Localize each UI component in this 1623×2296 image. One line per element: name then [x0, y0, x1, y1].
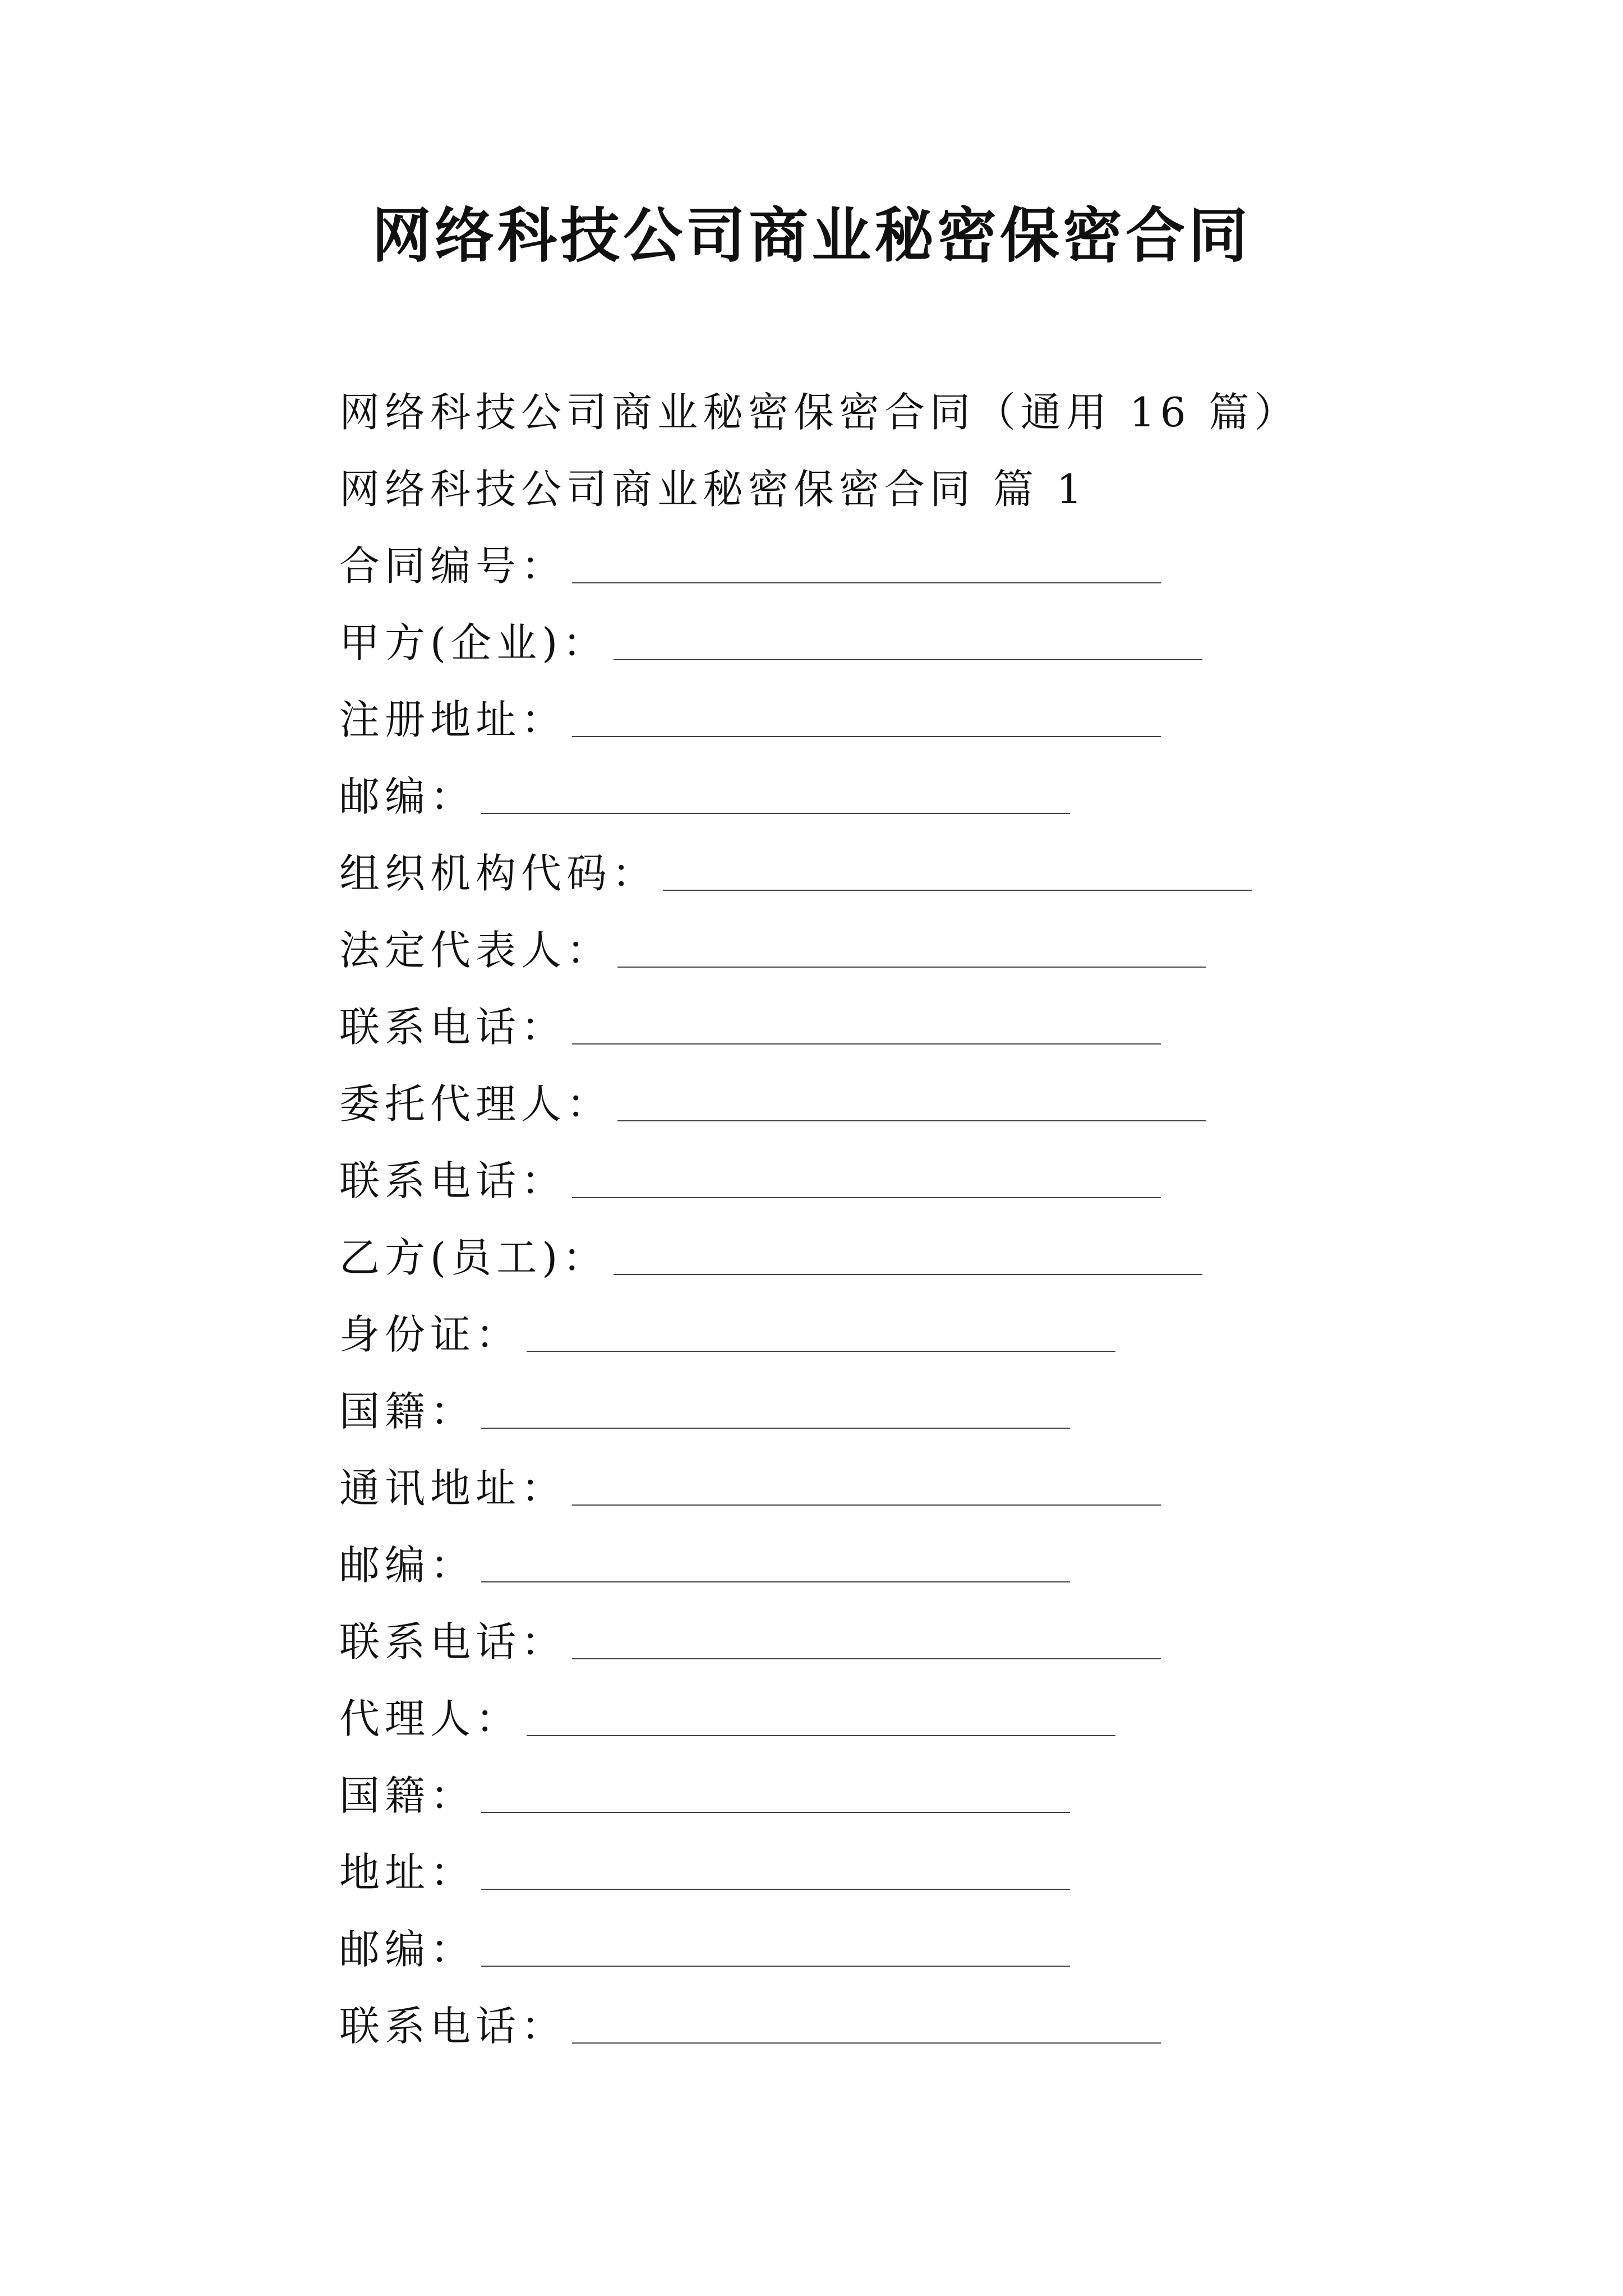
field-label: 委托代理人：: [339, 1080, 612, 1128]
field-agent: [339, 1694, 1115, 1744]
field-label: 邮编：: [339, 1926, 476, 1973]
fill-in-blank: [481, 1966, 1070, 1967]
field-label: 联系电话：: [339, 1157, 567, 1204]
fill-in-blank: [572, 2042, 1161, 2044]
document-title: 网络科技公司商业秘密保密合同: [372, 200, 1251, 270]
field-label: 甲方(企业)：: [339, 619, 608, 666]
field-phone: [339, 1156, 1161, 1206]
field-organization-code: [339, 848, 1252, 899]
field-label: 组织机构代码：: [339, 850, 658, 897]
field-label: 邮编：: [339, 773, 476, 820]
field-label: 联系电话：: [339, 1618, 567, 1665]
field-authorized-agent: [339, 1079, 1206, 1129]
fill-in-blank: [663, 890, 1252, 891]
field-label: 法定代表人：: [339, 927, 612, 974]
field-label: 身份证：: [339, 1311, 522, 1358]
fill-in-blank: [481, 813, 1070, 814]
fill-in-blank: [572, 1658, 1161, 1659]
fill-in-blank: [614, 659, 1202, 660]
field-address: [339, 1847, 1070, 1898]
fill-in-blank: [572, 582, 1161, 583]
fill-in-blank: [572, 1504, 1161, 1506]
fill-in-blank: [481, 1812, 1070, 1813]
document-subtitle: 网络科技公司商业秘密保密合同（通用 16 篇）: [339, 389, 1300, 436]
field-id-card: [339, 1309, 1115, 1360]
field-registered-address: [339, 694, 1161, 745]
field-phone: [339, 2001, 1161, 2051]
field-postcode: [339, 1924, 1070, 1975]
fill-in-blank: [617, 967, 1206, 968]
fill-in-blank: [481, 1581, 1070, 1582]
section-heading: 网络科技公司商业秘密保密合同 篇 1: [339, 466, 1087, 513]
field-label: 联系电话：: [339, 2003, 567, 2050]
field-phone: [339, 1002, 1161, 1052]
fill-in-blank: [614, 1274, 1202, 1275]
field-nationality: [339, 1386, 1070, 1437]
field-label: 乙方(员工)：: [339, 1234, 608, 1281]
field-legal-representative: [339, 925, 1206, 976]
field-label: 合同编号：: [339, 542, 567, 590]
field-contract-number: [339, 541, 1161, 591]
field-phone: [339, 1617, 1161, 1667]
fill-in-blank: [481, 1889, 1070, 1890]
field-label: 通讯地址：: [339, 1465, 567, 1512]
fill-in-blank: [572, 1043, 1161, 1045]
field-label: 邮编：: [339, 1542, 476, 1589]
field-nationality: [339, 1770, 1070, 1821]
field-postcode: [339, 771, 1070, 822]
field-label: 地址：: [339, 1849, 476, 1896]
fill-in-blank: [481, 1428, 1070, 1429]
field-mailing-address: [339, 1463, 1161, 1513]
field-label: 国籍：: [339, 1772, 476, 1819]
field-label: 代理人：: [339, 1695, 522, 1742]
fill-in-blank: [572, 1197, 1161, 1198]
field-party-a: [339, 618, 1202, 668]
fill-in-blank: [572, 736, 1161, 737]
fill-in-blank: [527, 1735, 1115, 1736]
field-party-b: [339, 1232, 1202, 1283]
field-label: 联系电话：: [339, 1004, 567, 1051]
field-label: 注册地址：: [339, 696, 567, 743]
fill-in-blank: [617, 1120, 1206, 1121]
field-postcode: [339, 1540, 1070, 1590]
fill-in-blank: [527, 1351, 1115, 1352]
field-label: 国籍：: [339, 1388, 476, 1435]
